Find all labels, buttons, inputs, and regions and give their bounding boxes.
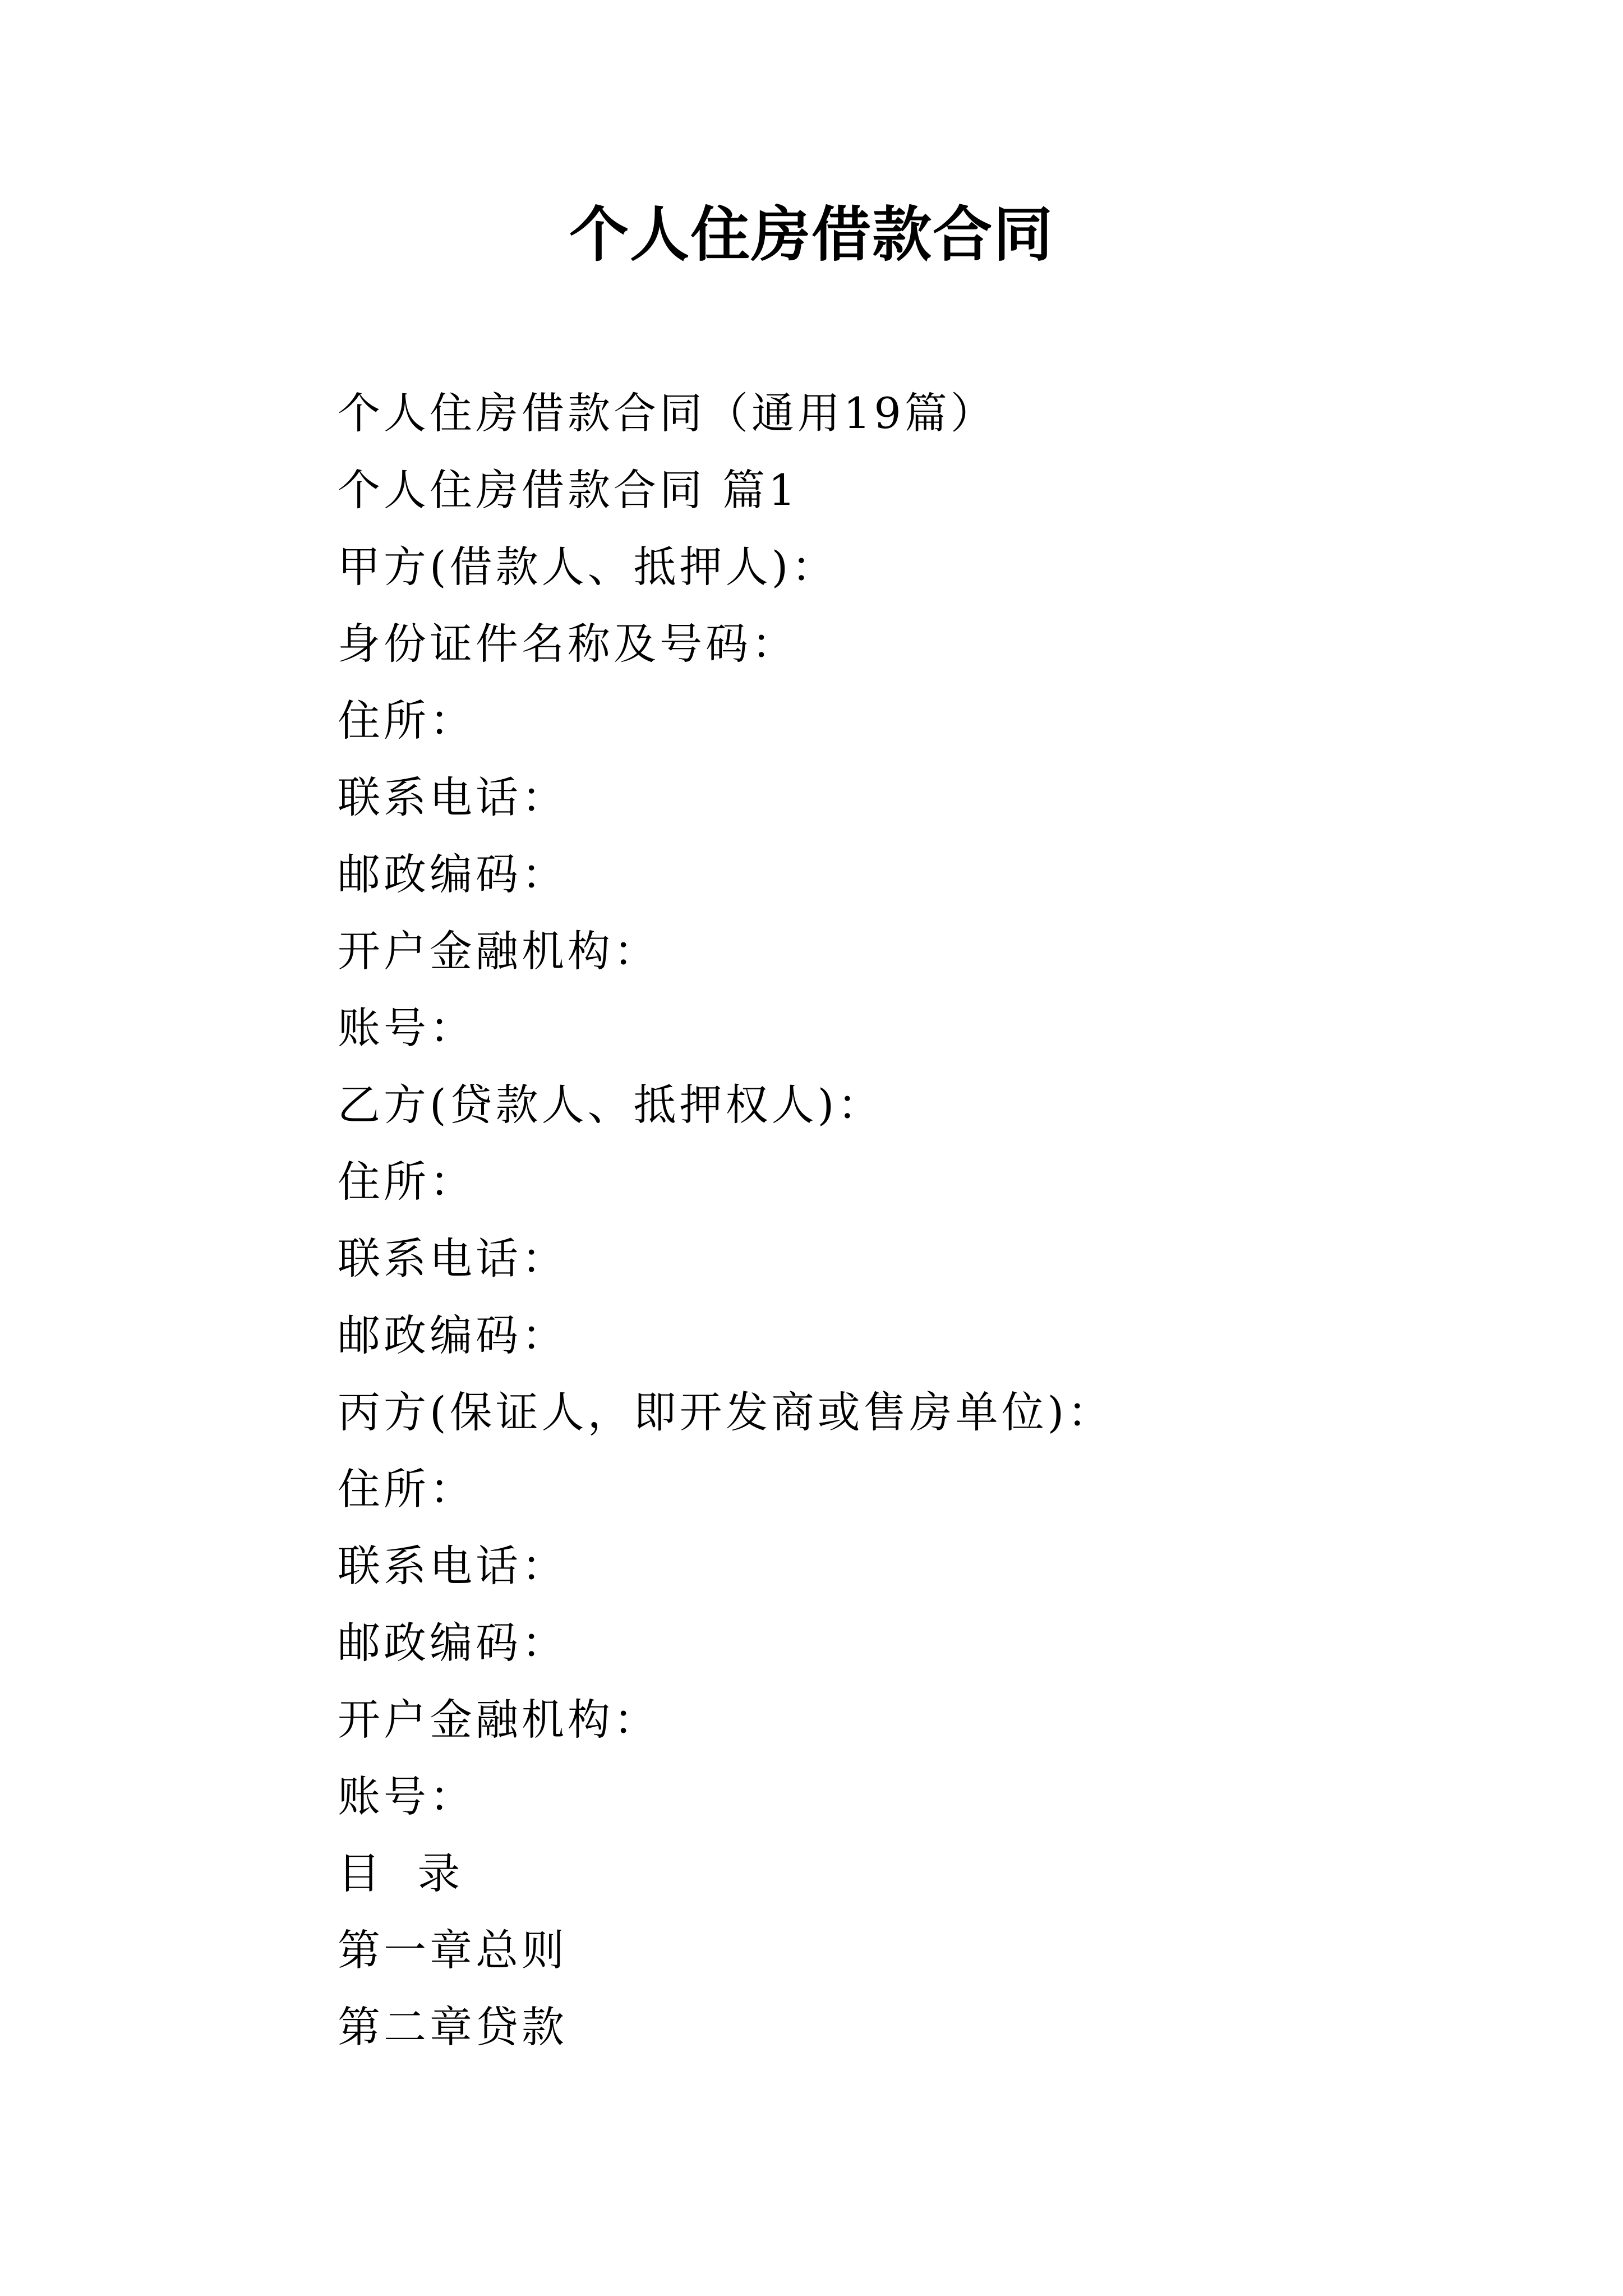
toc-item: 第二章贷款 xyxy=(338,2002,568,2052)
party-c-label: 丙方(保证人，即开发商或售房单位)： xyxy=(338,1387,1114,1437)
party-a-account-field: 账号： xyxy=(338,1003,476,1053)
party-b-address-field: 住所： xyxy=(338,1157,476,1207)
section-heading: 个人住房借款合同 篇1 xyxy=(338,465,799,515)
party-b-label: 乙方(贷款人、抵押权人)： xyxy=(338,1080,884,1130)
party-a-phone-field: 联系电话： xyxy=(338,772,568,822)
party-c-postcode-field: 邮政编码： xyxy=(338,1618,568,1668)
table-of-contents-heading: 目 录 xyxy=(338,1848,464,1898)
party-c-account-field: 账号： xyxy=(338,1772,476,1821)
party-c-phone-field: 联系电话： xyxy=(338,1541,568,1591)
document-body xyxy=(338,375,1515,2065)
party-c-address-field: 住所： xyxy=(338,1464,476,1514)
party-b-phone-field: 联系电话： xyxy=(338,1234,568,1283)
party-a-address-field: 住所： xyxy=(338,696,476,746)
party-a-label: 甲方(借款人、抵押人)： xyxy=(338,542,838,592)
party-c-bank-field: 开户金融机构： xyxy=(338,1695,660,1745)
party-a-bank-field: 开户金融机构： xyxy=(338,926,660,976)
document-title: 个人住房借款合同 xyxy=(569,199,1054,269)
id-document-field: 身份证件名称及号码： xyxy=(338,619,797,669)
toc-item: 第一章总则 xyxy=(338,1925,568,1975)
party-b-postcode-field: 邮政编码： xyxy=(338,1310,568,1360)
party-a-postcode-field: 邮政编码： xyxy=(338,849,568,899)
subtitle-line: 个人住房借款合同（通用19篇） xyxy=(338,388,997,438)
